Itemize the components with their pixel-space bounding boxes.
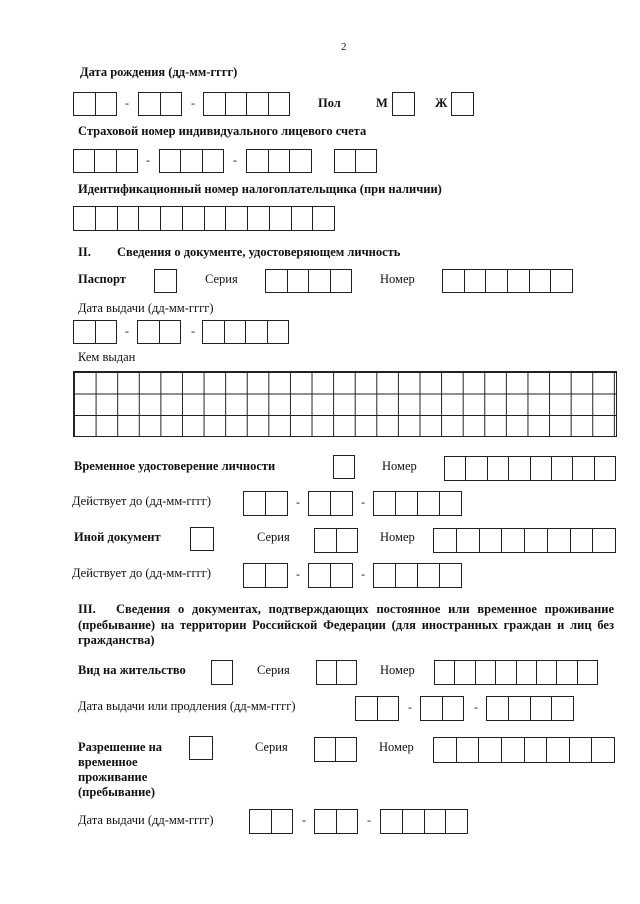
inn-boxes[interactable] bbox=[73, 206, 335, 231]
birth-date-label: Дата рождения (дд-мм-гггг) bbox=[80, 65, 238, 79]
temp-permit-line1: Разрешение на bbox=[78, 740, 163, 754]
temp-permit-line4: (пребывание) bbox=[78, 785, 155, 799]
dash: - bbox=[408, 700, 412, 714]
snils-part1[interactable] bbox=[73, 149, 138, 173]
sex-female-checkbox[interactable] bbox=[451, 92, 474, 116]
passport-number-label: Номер bbox=[380, 272, 415, 286]
other-doc-label: Иной документ bbox=[74, 530, 161, 544]
section2-title: Сведения о документе, удостоверяющем личность bbox=[117, 245, 401, 259]
other-doc-valid-year[interactable] bbox=[373, 563, 462, 588]
passport-number-boxes[interactable] bbox=[442, 269, 573, 293]
temp-id-valid-day[interactable] bbox=[243, 491, 288, 516]
passport-series-label: Серия bbox=[205, 272, 238, 286]
temp-permit-series-label: Серия bbox=[255, 740, 288, 754]
dash: - bbox=[125, 96, 129, 110]
temp-id-valid-month[interactable] bbox=[308, 491, 353, 516]
dash: - bbox=[125, 324, 129, 338]
birth-day-boxes[interactable] bbox=[73, 92, 117, 116]
birth-month-boxes[interactable] bbox=[138, 92, 182, 116]
residence-series-boxes[interactable] bbox=[316, 660, 357, 685]
dash: - bbox=[474, 700, 478, 714]
passport-issue-year[interactable] bbox=[202, 320, 289, 344]
temp-id-checkbox[interactable] bbox=[333, 455, 355, 479]
temp-permit-number-label: Номер bbox=[379, 740, 414, 754]
temp-permit-issue-year[interactable] bbox=[380, 809, 468, 834]
other-doc-series-label: Серия bbox=[257, 530, 290, 544]
other-doc-valid-day[interactable] bbox=[243, 563, 288, 588]
sex-male-checkbox[interactable] bbox=[392, 92, 415, 116]
dash: - bbox=[367, 813, 371, 827]
temp-permit-line2: временное bbox=[78, 755, 138, 769]
dash: - bbox=[361, 495, 365, 509]
other-doc-checkbox[interactable] bbox=[190, 527, 214, 551]
other-doc-number-boxes[interactable] bbox=[433, 528, 616, 553]
other-doc-series-boxes[interactable] bbox=[314, 528, 358, 553]
section3-number: III. bbox=[78, 602, 96, 616]
snils-part3[interactable] bbox=[246, 149, 312, 173]
dash: - bbox=[233, 153, 237, 167]
sex-label: Пол bbox=[318, 96, 341, 110]
temp-id-label: Временное удостоверение личности bbox=[74, 459, 276, 473]
dash: - bbox=[302, 813, 306, 827]
snils-part2[interactable] bbox=[159, 149, 224, 173]
section3-title: Сведения о документах, подтверждающих постоянное или временное проживание (пребывание) на территории Российской Федерации (для иностранных граждан и лиц без гражданства) bbox=[78, 602, 614, 647]
page-number: 2 bbox=[341, 41, 347, 53]
dash: - bbox=[191, 96, 195, 110]
passport-issue-month[interactable] bbox=[137, 320, 181, 344]
birth-year-boxes[interactable] bbox=[203, 92, 290, 116]
residence-issue-date-label: Дата выдачи или продления (дд-мм-гггг) bbox=[78, 699, 296, 713]
sex-male-label: М bbox=[376, 96, 388, 110]
dash: - bbox=[296, 495, 300, 509]
residence-number-boxes[interactable] bbox=[434, 660, 598, 685]
sex-female-label: Ж bbox=[435, 96, 448, 110]
passport-issue-date-label: Дата выдачи (дд-мм-гггг) bbox=[78, 301, 214, 315]
passport-label: Паспорт bbox=[78, 272, 126, 286]
issued-by-grid[interactable] bbox=[73, 371, 617, 437]
temp-permit-issue-month[interactable] bbox=[314, 809, 358, 834]
temp-permit-checkbox[interactable] bbox=[189, 736, 213, 760]
passport-checkbox[interactable] bbox=[154, 269, 177, 293]
dash: - bbox=[296, 567, 300, 581]
passport-series-boxes[interactable] bbox=[265, 269, 352, 293]
temp-permit-series-boxes[interactable] bbox=[314, 737, 357, 762]
residence-issue-day[interactable] bbox=[355, 696, 399, 721]
snils-label: Страховой номер индивидуального лицевого счета bbox=[78, 124, 367, 138]
other-doc-valid-label: Действует до (дд-мм-гггг) bbox=[72, 566, 212, 580]
section2-number: II. bbox=[78, 245, 91, 259]
residence-issue-month[interactable] bbox=[420, 696, 464, 721]
temp-permit-issue-day[interactable] bbox=[249, 809, 293, 834]
residence-number-label: Номер bbox=[380, 663, 415, 677]
residence-permit-label: Вид на жительство bbox=[78, 663, 186, 677]
temp-permit-line3: проживание bbox=[78, 770, 148, 784]
temp-id-valid-year[interactable] bbox=[373, 491, 462, 516]
other-doc-number-label: Номер bbox=[380, 530, 415, 544]
snils-checksum[interactable] bbox=[334, 149, 377, 173]
temp-permit-issue-date-label: Дата выдачи (дд-мм-гггг) bbox=[78, 813, 214, 827]
inn-label: Идентификационный номер налогоплательщика (при наличии) bbox=[78, 182, 442, 196]
other-doc-valid-month[interactable] bbox=[308, 563, 353, 588]
residence-issue-year[interactable] bbox=[486, 696, 574, 721]
temp-permit-label bbox=[78, 740, 162, 800]
temp-id-number-label: Номер bbox=[382, 459, 417, 473]
temp-permit-number-boxes[interactable] bbox=[433, 737, 615, 763]
dash: - bbox=[146, 153, 150, 167]
residence-series-label: Серия bbox=[257, 663, 290, 677]
dash: - bbox=[191, 324, 195, 338]
residence-permit-checkbox[interactable] bbox=[211, 660, 233, 685]
temp-id-number-boxes[interactable] bbox=[444, 456, 616, 481]
issued-by-label: Кем выдан bbox=[78, 350, 136, 364]
dash: - bbox=[361, 567, 365, 581]
temp-id-valid-label: Действует до (дд-мм-гггг) bbox=[72, 494, 212, 508]
passport-issue-day[interactable] bbox=[73, 320, 117, 344]
